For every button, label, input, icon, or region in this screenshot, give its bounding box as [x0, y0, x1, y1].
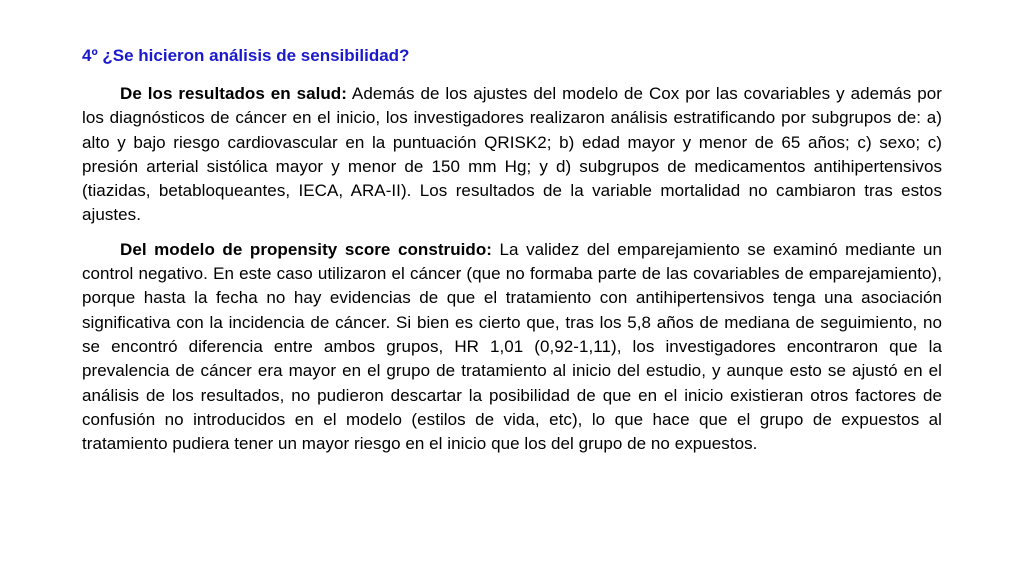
paragraph-lead: Del modelo de propensity score construido: — [120, 239, 493, 259]
paragraph-body: La validez del emparejamiento se examinó mediante un control negativo. En este caso utilizaron el cáncer (que no formaba parte de las covariables de emparejamiento), porque hasta la fecha no hay evidencias de que el tratamiento con antihipertensivos tenga una asociación significativa con la incidencia de cáncer. Si bien es cierto que, tras los 5,8 años de mediana de seguimiento, no se encontró diferencia entre ambos grupos, HR 1,01 (0,92-1,11), los investigadores encontraron que la prevalencia de cáncer era mayor en el grupo de tratamiento al inicio del estudio, y aunque esto se ajustó en el análisis de los resultados, no pudieron descartar la posibilidad de que en el inicio existieran otros factores de confusión no introducidos en el modelo (estilos de vida, etc), lo que hace que el grupo de expuestos al tratamiento pudiera tener un mayor riesgo en el inicio que los del grupo de no expuestos. — [82, 239, 942, 454]
paragraph-health-outcomes — [82, 82, 942, 228]
section-heading: 4º ¿Se hicieron análisis de sensibilidad? — [82, 46, 410, 65]
paragraph-lead: De los resultados en salud: — [120, 84, 347, 103]
paragraph-propensity-score — [82, 238, 942, 457]
paragraph-body: Además de los ajustes del modelo de Cox por las covariables y además por los diagnósticos de cáncer en el inicio, los investigadores realizaron análisis estratificando por subgrupos de: a) alto y bajo riesgo cardiovascular en la puntuación QRISK2; b) edad mayor y menor de 65 años; c) sexo; c) presión arterial sistólica mayor y menor de 150 mm Hg; y d) subgrupos de medicamentos antihipertensivos (tiazidas, betabloqueantes, IECA, ARA-II). Los resultados de la variable mortalidad no cambiaron tras estos ajustes. — [82, 84, 942, 225]
